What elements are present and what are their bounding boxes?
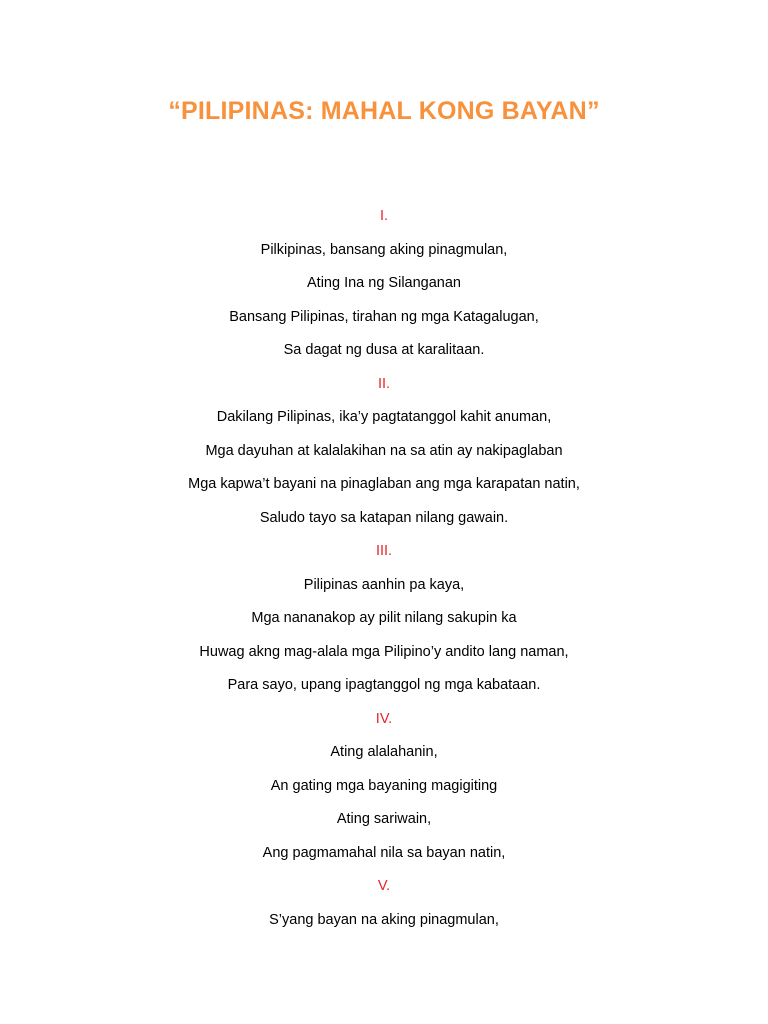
stanza-number: III. [375, 543, 393, 559]
stanza-number: IV. [375, 710, 393, 727]
poem-line: Ating Ina ng Silanganan [307, 275, 461, 291]
poem-line: Dakilang Pilipinas, ika’y pagtatanggol kahit anuman, [216, 409, 552, 425]
stanza-number: I. [379, 208, 389, 224]
poem-line: Saludo tayo sa katapan nilang gawain. [259, 509, 509, 526]
stanza-number: II. [377, 375, 391, 392]
poem-line: Sa dagat ng dusa at karalitaan. [283, 342, 485, 358]
poem-line: Bansang Pilipinas, tirahan ng mga Katagalugan, [229, 308, 539, 325]
poem-line: Ating alalahanin, [330, 744, 438, 760]
poem-line: Pilkipinas, bansang aking pinagmulan, [260, 241, 508, 258]
poem-line: Huwag akng mag-alala mga Pilipino’y andito lang naman, [199, 643, 569, 660]
poem-body [0, 200, 768, 937]
poem-line: An gating mga bayaning magigiting [270, 777, 498, 794]
poem-line: Ang pagmamahal nila sa bayan natin, [262, 844, 506, 861]
stanza-number: V. [377, 878, 391, 894]
poem-line: Mga dayuhan at kalalakihan na sa atin ay nakipaglaban [205, 442, 563, 459]
poem-line: Para sayo, upang ipagtanggol ng mga kabataan. [227, 677, 541, 693]
poem-line: S’yang bayan na aking pinagmulan, [269, 911, 499, 928]
poem-line: Mga kapwa’t bayani na pinaglaban ang mga karapatan natin, [188, 476, 580, 492]
poem-line: Mga nananakop ay pilit nilang sakupin ka [251, 610, 517, 626]
poem-line: Pilipinas aanhin pa kaya, [303, 576, 465, 593]
poem-line: Ating sariwain, [336, 811, 432, 827]
poem-title: “PILIPINAS: MAHAL KONG BAYAN” [168, 97, 600, 125]
